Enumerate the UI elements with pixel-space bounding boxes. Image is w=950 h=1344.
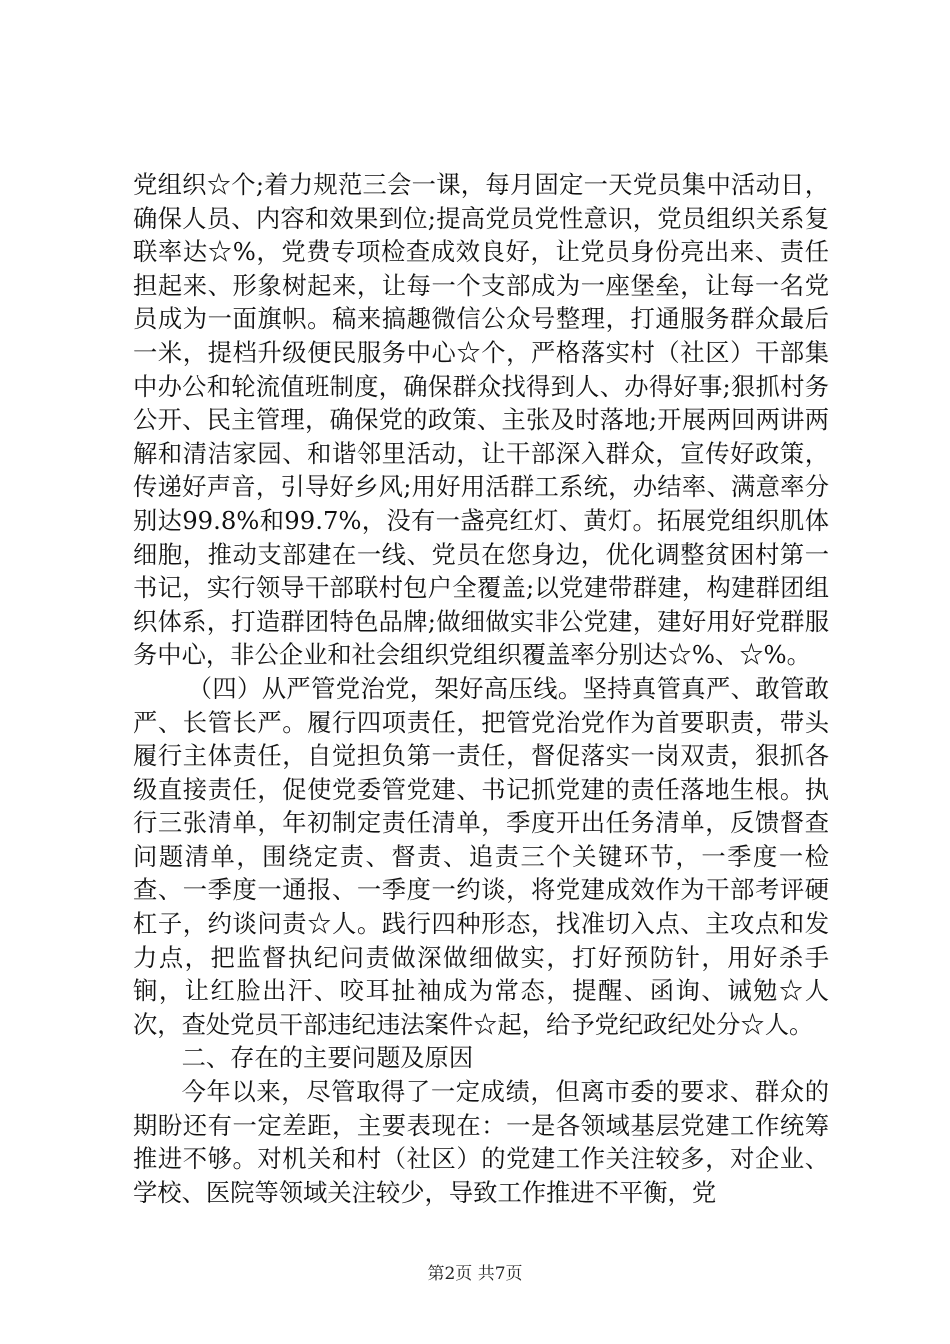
page-number-footer: 第2页 共7页 [427, 1264, 523, 1284]
paragraph-strict-party-governance: （四）从严管党治党，架好高压线。坚持真管真严、敢管敢严、长管长严。履行四项责任，把管党治党作为首要职责，带头履行主体责任，自觉担负第一责任，督促落实一岗双责，狠抓各级直接责任，促使党委管党建、书记抓党建的责任落地生根。执行三张清单，年初制定责任清单，季度开出任务清单，反馈督查问题清单，围绕定责、督责、追责三个关键环节，一季度一检查、一季度一通报、一季度一约谈，将党建成效作为干部考评硬杠子，约谈问责☆人。践行四种形态，找准切入点、主攻点和发力点，把监督执纪问责做深做细做实，打好预防针，用好杀手锏，让红脸出汗、咬耳扯袖成为常态，提醒、函询、诫勉☆人次，查处党员干部违纪违法案件☆起，给予党纪政纪处分☆人。 [133, 673, 829, 1039]
section-heading-main-problems: 二、存在的主要问题及原因 [181, 1043, 474, 1073]
document-body [133, 168, 829, 1209]
paragraph-party-organization-work: 党组织☆个;着力规范三会一课，每月固定一天党员集中活动日，确保人员、内容和效果到位;提高党员党性意识，党员组织关系复联率达☆%，党费专项检查成效良好，让党员身份亮出来、责任担起来、形象树起来，让每一个支部成为一座堡垒，让每一名党员成为一面旗帜。稿来搞趣微信公众号整理，打通服务群众最后一米，提档升级便民服务中心☆个，严格落实村（社区）干部集中办公和轮流值班制度，确保群众找得到人、办得好事;狠抓村务公开、民主管理，确保党的政策、主张及时落地;开展两回两讲两解和清洁家园、和谐邻里活动，让干部深入群众，宣传好政策，传递好声音，引导好乡风;用好用活群工系统，办结率、满意率分别达99.8%和99.7%，没有一盏亮红灯、黄灯。拓展党组织肌体细胞，推动支部建在一线、党员在您身边，优化调整贫困村第一书记，实行领导干部联村包户全覆盖;以党建带群建，构建群团组织体系，打造群团特色品牌;做细做实非公党建，建好用好党群服务中心，非公企业和社会组织党组织覆盖率分别达☆%、☆%。 [133, 170, 829, 670]
paragraph-problems-intro: 今年以来，尽管取得了一定成绩，但离市委的要求、群众的期盼还有一定差距，主要表现在：一是各领域基层党建工作统筹推进不够。对机关和村（社区）的党建工作关注较多，对企业、学校、医院等领域关注较少，导致工作推进不平衡，党 [133, 1077, 829, 1207]
